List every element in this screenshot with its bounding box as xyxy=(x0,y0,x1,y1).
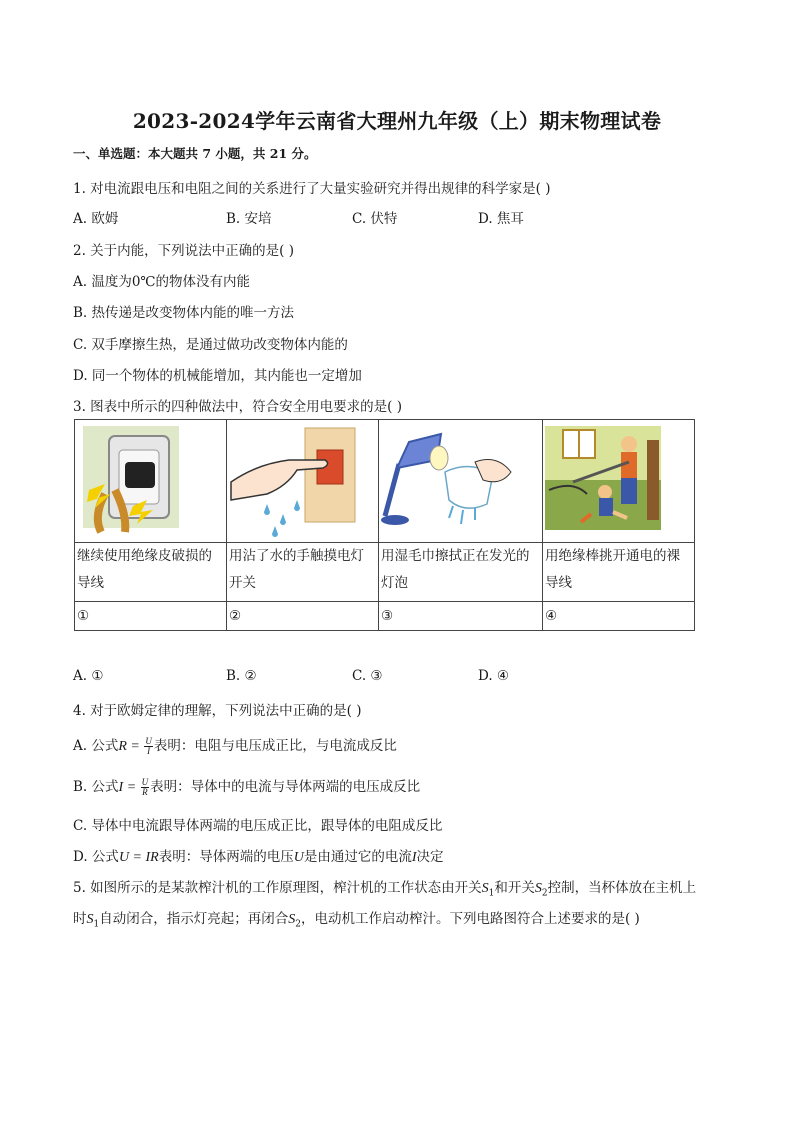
description-3: 用湿毛巾擦拭正在发光的 灯泡 xyxy=(379,543,543,602)
q1-option-d: D. 焦耳 xyxy=(478,211,524,227)
safety-table xyxy=(74,419,695,631)
q3-option-a: A. ① xyxy=(73,668,104,684)
question-5-line-2: 时$S_1$自动闭合，指示灯亮起；再闭合$S_2$，电动机工作启动榨汁。下列电路图符合上述要求的是( ) xyxy=(73,911,640,930)
q1-option-b: B. 安培 xyxy=(226,211,272,227)
fraction-u-over-r: $\frac{U}{R}$ xyxy=(141,777,149,797)
damaged-wire-plug-image xyxy=(75,420,226,538)
description-2: 用沾了水的手触摸电灯 开关 xyxy=(227,543,379,602)
question-2-stem: 2. 关于内能，下列说法中正确的是( ) xyxy=(73,243,294,259)
question-5-line-1: 5. 如图所示的是某款榨汁机的工作原理图，榨汁机的工作状态由开关$S_1$和开关$S_2$控制，当杯体放在主机上 xyxy=(73,880,697,899)
q2-option-a: A. 温度为0℃的物体没有内能 xyxy=(73,274,251,290)
fraction-u-over-i: $\frac{U}{I}$ xyxy=(145,736,152,756)
q3-option-d: D. ④ xyxy=(478,668,510,684)
q4-option-b: B. 公式I = $\frac{U}{R}$ 表明：导体中的电流与导体两端的电压成反比 xyxy=(73,777,421,797)
picture-cell-2 xyxy=(227,420,379,543)
question-1-stem: 1. 对电流跟电压和电阻之间的关系进行了大量实验研究并得出规律的科学家是( ) xyxy=(73,181,551,197)
picture-cell-3 xyxy=(379,420,543,543)
q3-option-b: B. ② xyxy=(226,668,257,684)
q2-option-d: D. 同一个物体的机械能增加，其内能也一定增加 xyxy=(73,368,362,384)
question-4-stem: 4. 对于欧姆定律的理解，下列说法中正确的是( ) xyxy=(73,703,362,719)
q2-option-b: B. 热传递是改变物体内能的唯一方法 xyxy=(73,305,295,321)
insulated-rod-image xyxy=(543,420,694,538)
wet-towel-lamp-image xyxy=(379,420,542,538)
number-3: ③ xyxy=(379,602,543,631)
q4-option-d: D. 公式U = IR表明：导体两端的电压U是由通过它的电流I决定 xyxy=(73,849,444,865)
q2-option-c: C. 双手摩擦生热，是通过做功改变物体内能的 xyxy=(73,337,348,353)
description-1: 继续使用绝缘皮破损的 导线 xyxy=(75,543,227,602)
picture-cell-4 xyxy=(543,420,695,543)
question-3-stem: 3. 图表中所示的四种做法中，符合安全用电要求的是( ) xyxy=(73,399,402,415)
q4-option-c: C. 导体中电流跟导体两端的电压成正比，跟导体的电阻成反比 xyxy=(73,818,443,834)
number-1: ① xyxy=(75,602,227,631)
number-2: ② xyxy=(227,602,379,631)
q4-option-a: A. 公式R = $\frac{U}{I}$ 表明：电阻与电压成正比，与电流成反比 xyxy=(73,736,397,756)
section-heading: 一、单选题：本大题共 7 小题，共 21 分。 xyxy=(73,146,317,161)
number-4: ④ xyxy=(543,602,695,631)
wet-hand-switch-image xyxy=(227,420,378,538)
picture-cell-1 xyxy=(75,420,227,543)
q1-option-c: C. 伏特 xyxy=(352,211,398,227)
q3-option-c: C. ③ xyxy=(352,668,383,684)
description-4: 用绝缘棒挑开通电的裸 导线 xyxy=(543,543,695,602)
q1-option-a: A. 欧姆 xyxy=(73,211,119,227)
exam-title: 2023-2024学年云南省大理州九年级（上）期末物理试卷 xyxy=(132,109,662,133)
